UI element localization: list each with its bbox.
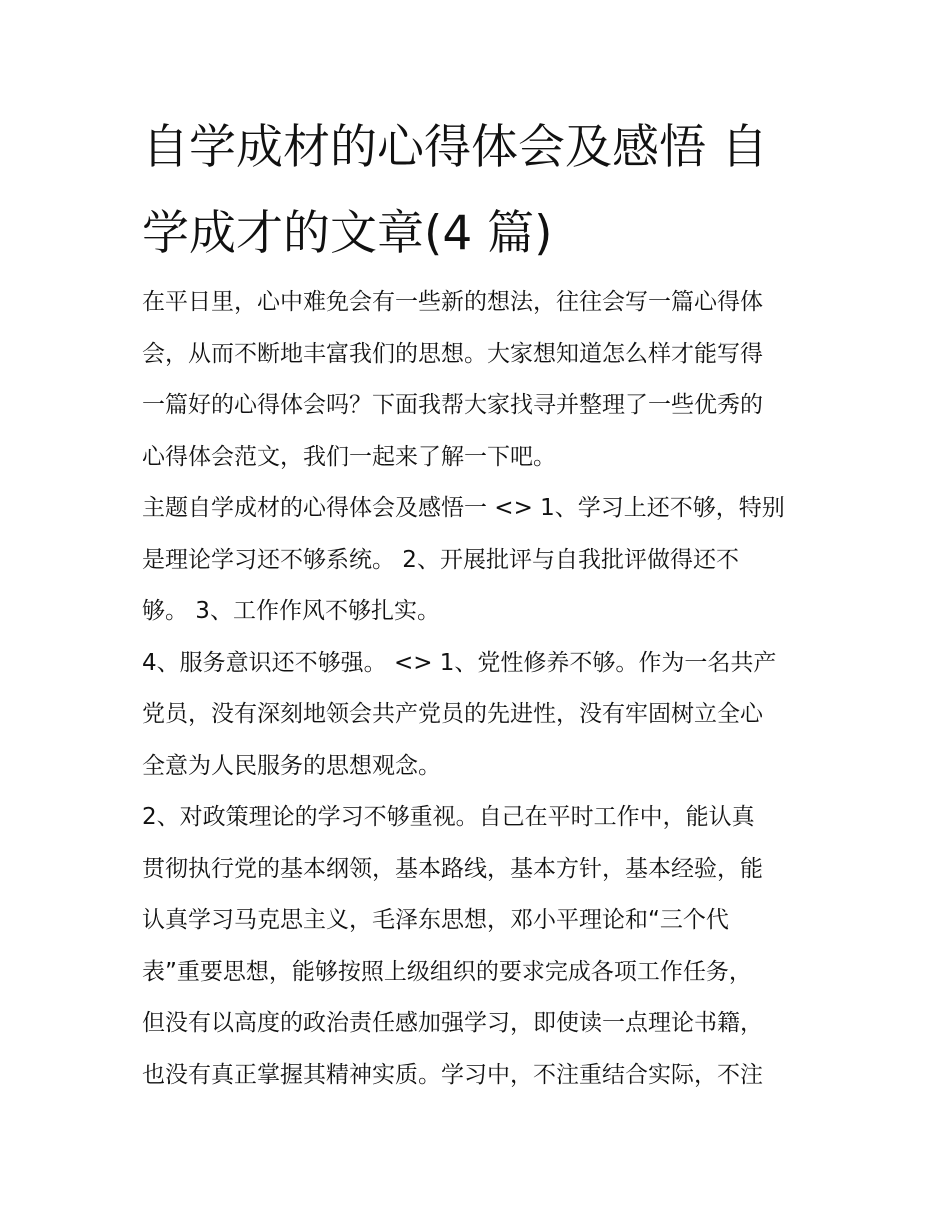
body-line: 够。 3、工作作风不够扎实。 — [142, 598, 440, 624]
body-line: 认真学习马克思主义，毛泽东思想，邓小平理论和“三个代 — [142, 907, 729, 933]
body-line: 表”重要思想，能够按照上级组织的要求完成各项工作任务， — [142, 958, 752, 985]
title-line: 学成才的文章(4 篇) — [142, 206, 553, 261]
body-line: 主题自学成材的心得体会及感悟一 <> 1、学习上还不够，特别 — [142, 495, 785, 521]
body-line: 4、服务意识还不够强。 <> 1、党性修养不够。作为一名共产 — [142, 649, 777, 676]
document-title — [142, 112, 822, 270]
body-line: 在平日里，心中难免会有一些新的想法，往往会写一篇心得体 — [142, 289, 763, 315]
body-line: 会，从而不断地丰富我们的思想。大家想知道怎么样才能写得 — [142, 340, 763, 367]
body-line: 全意为人民服务的思想观念。 — [142, 752, 441, 779]
title-line: 自学成材的心得体会及感悟 自 — [142, 120, 768, 175]
document-body — [142, 280, 814, 1104]
body-line: 贯彻执行党的基本纲领，基本路线，基本方针，基本经验，能 — [142, 855, 763, 882]
body-line: 一篇好的心得体会吗？下面我帮大家找寻并整理了一些优秀的 — [142, 392, 763, 418]
body-line: 是理论学习还不够系统。 2、开展批评与自我批评做得还不 — [142, 546, 739, 573]
body-line: 但没有以高度的政治责任感加强学习，即使读一点理论书籍， — [142, 1010, 763, 1036]
body-line: 心得体会范文，我们一起来了解一下吧。 — [142, 443, 556, 470]
body-line: 2、对政策理论的学习不够重视。自己在平时工作中，能认真 — [142, 804, 755, 830]
body-line: 也没有真正掌握其精神实质。学习中，不注重结合实际，不注 — [142, 1061, 763, 1088]
body-line: 党员，没有深刻地领会共产党员的先进性，没有牢固树立全心 — [142, 701, 763, 727]
